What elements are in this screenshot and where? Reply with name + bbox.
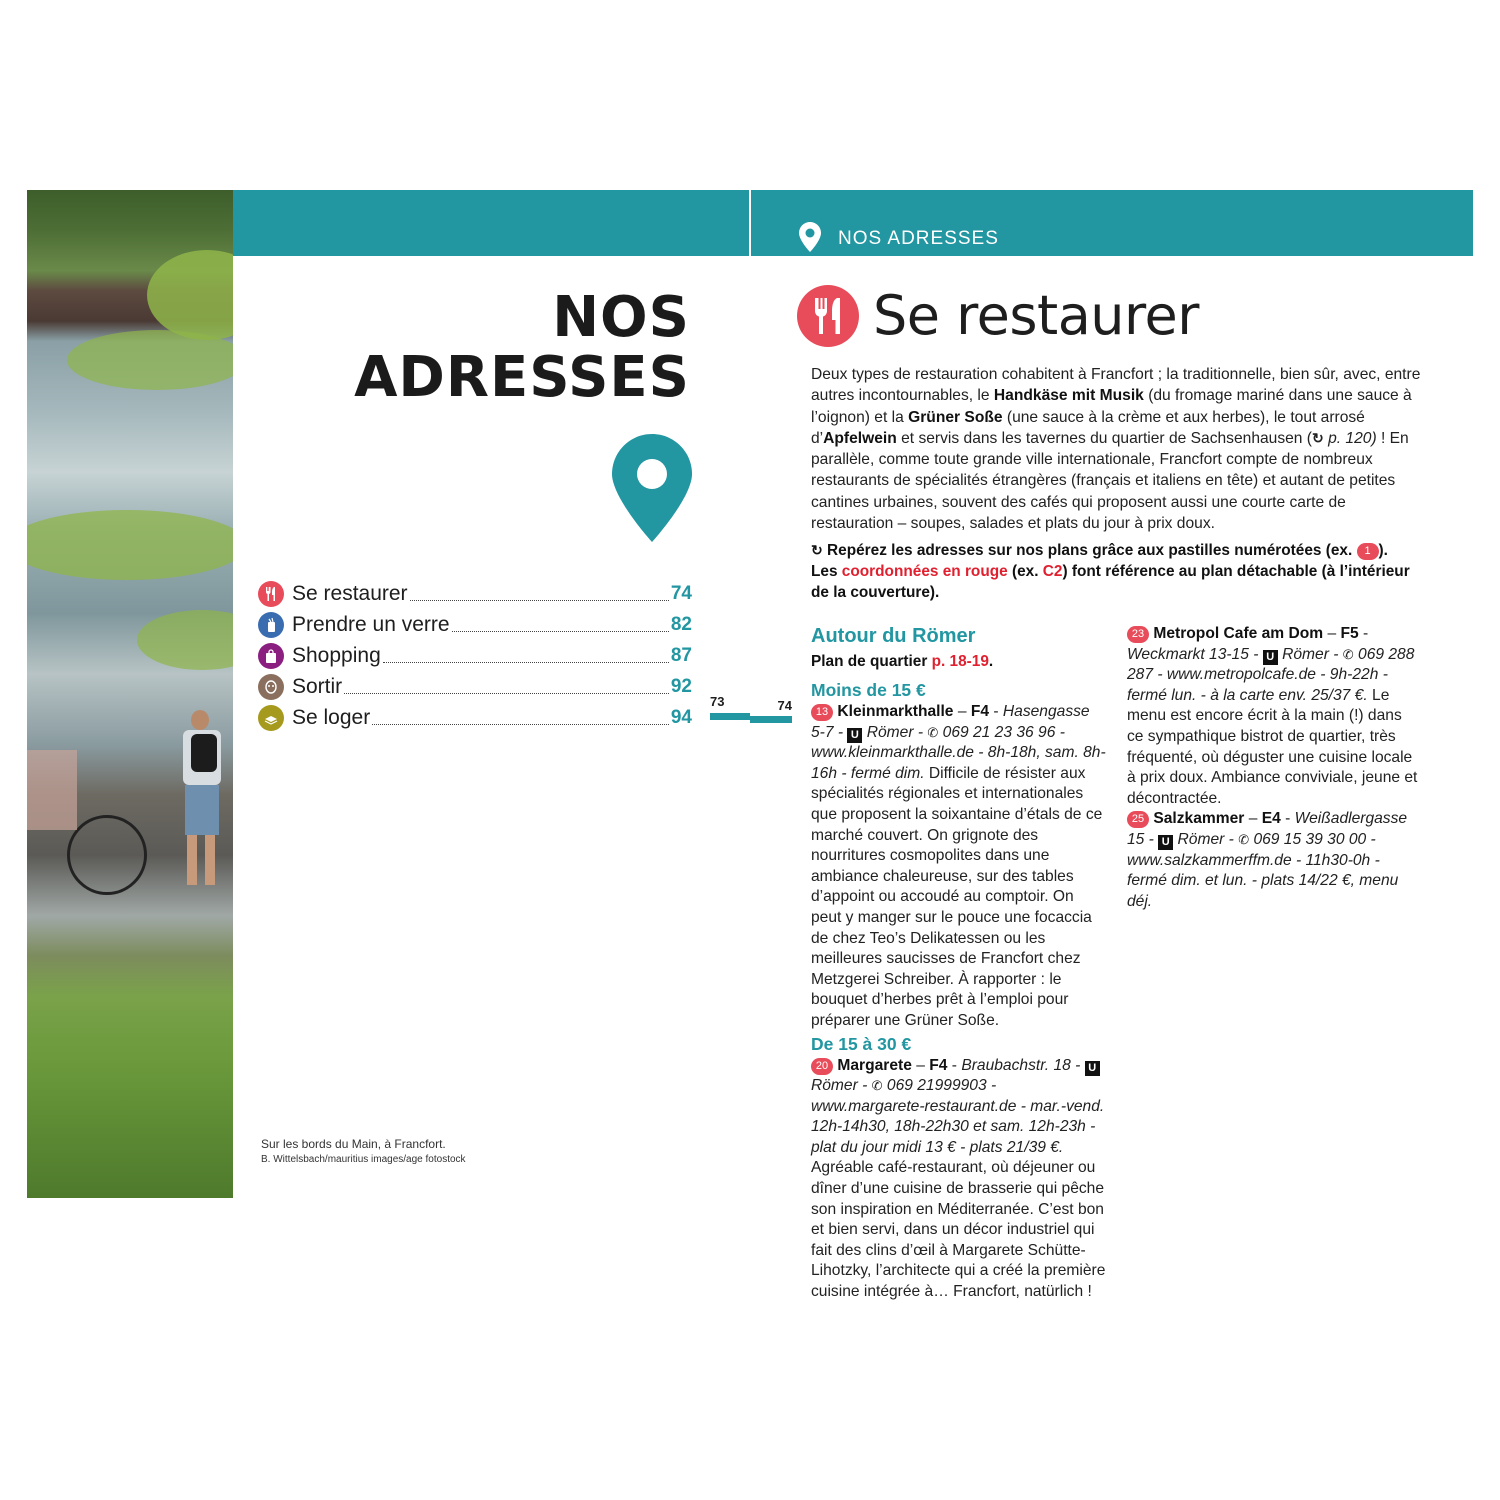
photo-bicycle-wheel (67, 815, 147, 895)
map-coordinate: F4 (929, 1056, 948, 1074)
drink-glass-icon (258, 612, 284, 638)
entry-address: Weckmarkt 13-15 - (1127, 645, 1263, 663)
plan-pages-link[interactable]: p. 18-19 (931, 653, 989, 670)
listing-column-2 (1127, 624, 1422, 912)
entry-address: Hasengasse 5-7 - (811, 703, 1090, 741)
phone-icon: ✆ (1342, 646, 1354, 662)
large-location-pin-icon (612, 434, 692, 542)
chapter-title-line1: NOS (552, 285, 690, 350)
header-section-label: NOS ADRESSES (838, 228, 999, 249)
ubahn-icon: U (1263, 650, 1278, 665)
intro-text: Deux types de restauration cohabitent à Francfort ; la traditionnelle, bien sûr, avec, entre autres incontournables, le (811, 366, 1421, 405)
intro-text: et servis dans les tavernes du quartier de Sachsenhausen ( (896, 429, 1313, 447)
photo-caption (261, 1136, 466, 1168)
intro-text: (une sauce à la crème et aux herbes), le tout arrosé d’ (811, 408, 1365, 447)
shopping-bag-icon (258, 643, 284, 669)
entry-number-badge: 13 (811, 704, 833, 721)
notice-red-text: C2 (1042, 563, 1063, 580)
entry-address: Weißadlergasse 15 - (1127, 810, 1408, 848)
dash: – (911, 1056, 930, 1074)
toc-label: Se restaurer (292, 581, 408, 605)
intro-text: (du fromage mariné dans une sauce à l’oignon) et la (811, 387, 1412, 426)
listing-entry (1127, 624, 1422, 809)
fork-knife-icon (797, 285, 859, 347)
intro-bold: Grüner Soße (908, 408, 1003, 426)
entry-address: Braubachstr. 18 - (961, 1056, 1085, 1074)
phone-icon: ✆ (927, 724, 939, 740)
separator: - (989, 703, 999, 720)
dash: – (953, 703, 971, 720)
entry-practical-info: 069 21999903 - www.margarete-restaurant.de - mar.-vend. 12h-14h30, 18h-22h30 et sam. 12h-23h - plat du jour midi 13 € - plats 21/39 €. (811, 1077, 1105, 1156)
phone-icon: ✆ (871, 1078, 883, 1094)
separator: - (1358, 625, 1369, 642)
page-reference: p. 120) (1328, 429, 1377, 447)
toc-label: Shopping (292, 643, 381, 667)
location-pin-icon (799, 222, 821, 252)
toc-leader-dots (372, 724, 669, 725)
caption-text: Sur les bords du Main, à Francfort. (261, 1137, 446, 1151)
notice-text: Repérez les adresses sur nos plans grâce aux pastilles numérotées (ex. (827, 542, 1357, 559)
fork-knife-icon (258, 581, 284, 607)
price-heading: De 15 à 30 € (811, 1033, 912, 1054)
entry-metro: Römer - (866, 723, 928, 741)
listing-entry (1127, 809, 1422, 912)
photo-foliage (27, 510, 233, 580)
entry-metro: Römer - (1177, 830, 1239, 848)
toc-label: Sortir (292, 674, 343, 698)
entry-name: Metropol Cafe am Dom (1153, 625, 1324, 642)
chapter-title (354, 285, 690, 410)
intro-bold: Handkäse mit Musik (993, 387, 1144, 405)
toc-page-number: 74 (670, 582, 692, 604)
entry-description: Le menu est encore écrit à la main (!) dans ce sympathique bistrot de quartier, très fréquenté, où déguster une cuisine locale à prix doux. Ambiance conviviale, jeune et décontractée. (1127, 686, 1418, 807)
listing-entry (811, 1056, 1106, 1303)
page-number-left: 73 (710, 694, 725, 709)
riverbank-photo (27, 190, 233, 1198)
header-bar-left (233, 190, 749, 256)
separator: - (947, 1056, 957, 1074)
toc-page-number: 94 (670, 706, 692, 728)
cross-reference-icon: ↻ (811, 542, 823, 558)
separator: - (1280, 810, 1291, 828)
listing-entry (811, 702, 1106, 1032)
intro-paragraph (811, 364, 1423, 534)
toc-leader-dots (344, 693, 669, 694)
cross-reference-icon: ↻ (1312, 429, 1324, 446)
toc-item-shopping[interactable] (258, 640, 692, 671)
intro-bold: Apfelwein (823, 429, 897, 447)
toc-leader-dots (452, 631, 669, 632)
photo-foliage (67, 330, 233, 390)
toc-label: Prendre un verre (292, 612, 450, 636)
entry-number-badge: 20 (811, 1058, 833, 1075)
toc-page-number: 87 (670, 644, 692, 666)
entry-metro: Römer - (811, 1077, 872, 1095)
entry-number-badge: 23 (1127, 626, 1149, 643)
page-tab-left (710, 713, 750, 720)
price-heading: Moins de 15 € (811, 680, 926, 700)
toc-item-se-restaurer[interactable] (258, 578, 692, 609)
section-title: Se restaurer (873, 284, 1199, 347)
dash: – (1323, 625, 1341, 642)
table-of-contents (258, 578, 692, 733)
toc-item-se-loger[interactable] (258, 702, 692, 733)
map-notice (811, 540, 1423, 603)
notice-text: Les (811, 563, 842, 580)
phone-icon: ✆ (1238, 831, 1250, 847)
page-number-tabs (710, 694, 792, 724)
entry-name: Kleinmarkthalle (837, 703, 954, 720)
entry-name: Salzkammer (1153, 810, 1245, 828)
chapter-title-line2: ADRESSES (354, 345, 690, 410)
notice-text: (ex. (1007, 563, 1043, 580)
page-tab-right (750, 716, 792, 723)
entry-practical-info: 069 288 287 - www.metropolcafe.de - 9h-22h - fermé lun. - à la carte env. 25/37 €. (1127, 645, 1415, 704)
ubahn-icon: U (1085, 1061, 1100, 1076)
dash: – (1244, 810, 1262, 828)
entry-number-badge: 25 (1127, 811, 1149, 828)
map-coordinate: F5 (1340, 625, 1359, 642)
ubahn-icon: U (847, 728, 862, 743)
map-coordinate: E4 (1261, 810, 1281, 828)
entry-name: Margarete (837, 1056, 912, 1074)
toc-label: Se loger (292, 705, 371, 729)
plan-end: . (988, 653, 994, 670)
photo-person (177, 710, 227, 910)
theater-mask-icon (258, 674, 284, 700)
ubahn-icon: U (1158, 835, 1173, 850)
map-coordinate: F4 (970, 703, 990, 720)
plan-reference (811, 650, 1106, 674)
entry-description: Agréable café-restaurant, où déjeuner ou dîner d’une cuisine de brasserie qui pêche son inspiration en Méditerranée. C’est bon et bien servi, dans un décor industriel qui fait des clins d’œil à Margarete Schütte-Lihotzky, l’architecte qui a créé la première cuisine intégrée à… Francfort, natürlich ! (811, 1159, 1106, 1301)
page-number-right: 74 (777, 698, 792, 713)
toc-item-prendre-un-verre[interactable] (258, 609, 692, 640)
entry-practical-info: 069 15 39 30 00 - www.salzkammerffm.de - 11h30-0h - fermé dim. et lun. - plats 14/22 €, menu déj. (1127, 830, 1399, 910)
entry-metro: Römer - (1282, 645, 1343, 663)
toc-leader-dots (410, 600, 669, 601)
bed-icon (258, 705, 284, 731)
area-heading: Autour du Römer (811, 625, 976, 647)
example-pastille: 1 (1357, 543, 1379, 560)
photo-person (27, 750, 77, 830)
notice-text: ) font référence au plan détachable (à l’intérieur de la couverture). (811, 563, 1410, 601)
notice-red-text: coordonnées en rouge (841, 563, 1008, 580)
notice-text: ). (1378, 542, 1388, 559)
toc-leader-dots (383, 662, 669, 663)
intro-text: ! En parallèle, comme toute grande ville internationale, Francfort compte de nombreux restaurants de spécialités étrangères (français et italiens en tête) et autant de petites cantines urbaines, souvent des cafés qui proposent aussi une courte carte de restauration – soupes, salades et plats du jour à prix doux. (811, 429, 1409, 533)
toc-page-number: 92 (670, 675, 692, 697)
listing-column-1 (811, 622, 1106, 1303)
photo-foliage (137, 610, 233, 670)
entry-description: Difficile de résister aux spécialités régionales et internationales que proposent la soixantaine d’étals de ce marché couvert. On grignote des nourritures cosmopolites dans une ambiance chaleureuse, sur des tables d’appoint ou accoudé au comptoir. On peut y manger sur le pouce une focaccia de chez Teo’s Delikatessen ou les meilleures saucisses de Francfort chez Metzgerei Schreiber. À rapporter : le bouquet d’herbes prêt à l’emploi pour préparer une Grüner Soße. (811, 764, 1103, 1029)
photo-foliage (147, 250, 233, 340)
toc-item-sortir[interactable] (258, 671, 692, 702)
entry-practical-info: 069 21 23 36 96 - www.kleinmarkthalle.de - 8h-18h, sam. 8h-16h - fermé dim. (811, 723, 1106, 782)
header-bar-right (751, 190, 1473, 256)
toc-page-number: 82 (670, 613, 692, 635)
photo-credit: B. Wittelsbach/mauritius images/age fotostock (261, 1154, 466, 1165)
plan-label: Plan de quartier (811, 653, 932, 670)
